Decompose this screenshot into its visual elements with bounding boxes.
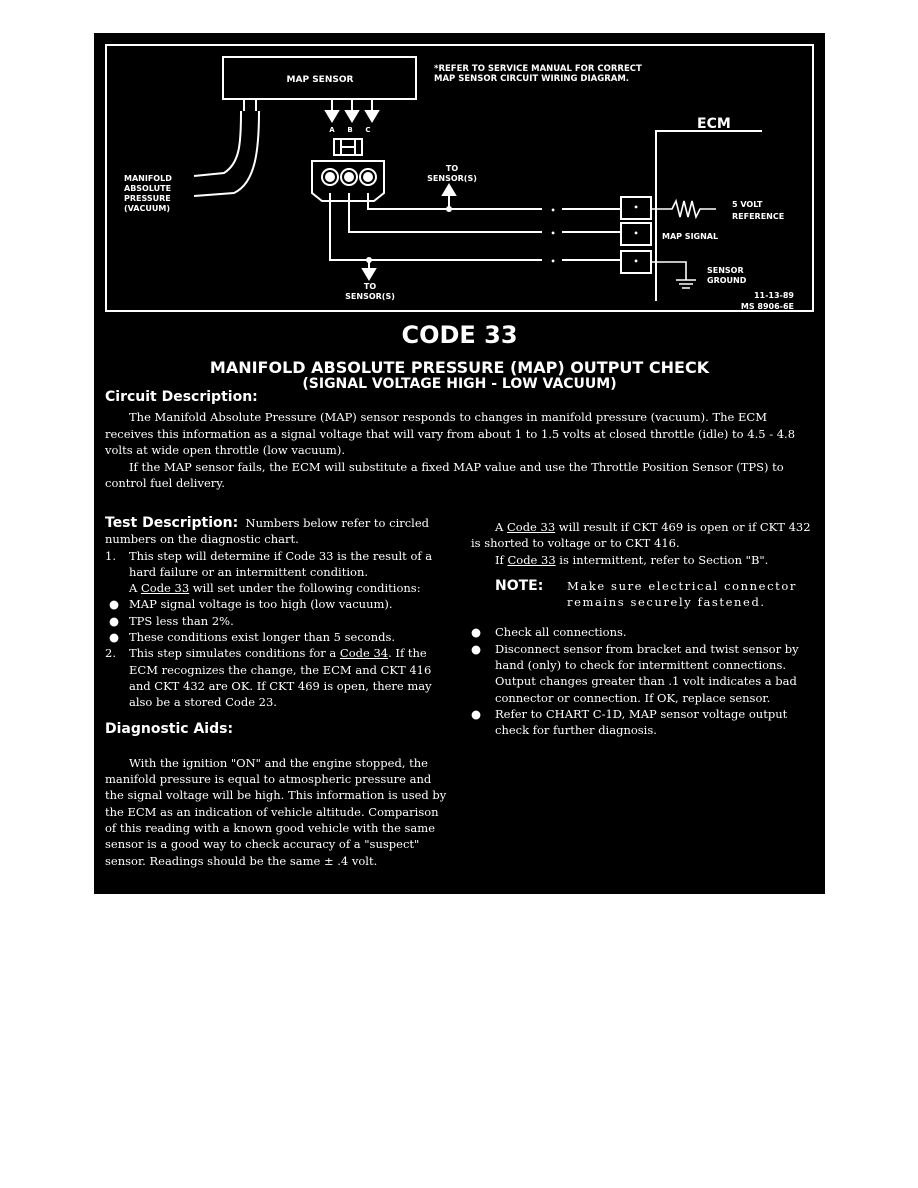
diagnostic-aids-heading: Diagnostic Aids: bbox=[105, 720, 234, 737]
vacuum-hose-line1 bbox=[194, 111, 241, 176]
condition-item: ● MAP signal voltage is too high (low vacuum). bbox=[109, 597, 393, 612]
right-column bbox=[471, 519, 813, 739]
test-intro: Numbers below refer to circled numbers on the diagnostic chart. bbox=[105, 516, 430, 547]
code-33-link: Code 33 bbox=[507, 552, 556, 567]
manifold-label-2: ABSOLUTE bbox=[124, 184, 172, 193]
pin-arrows bbox=[326, 99, 378, 121]
check-item: ● Disconnect sensor from bracket and twist sensor by hand (only) to check for intermittent connections. Output changes greater than .1 volt indicates a bad connector or connection. If OK, replace sensor. bbox=[471, 641, 799, 705]
step-number: 2. bbox=[105, 646, 116, 661]
check-subtitle: (SIGNAL VOLTAGE HIGH - LOW VACUUM) bbox=[302, 376, 617, 392]
map-sensor-label: MAP SENSOR bbox=[286, 75, 354, 85]
pin-label-a: A bbox=[329, 126, 335, 134]
terminal-dot-1: • bbox=[633, 203, 639, 212]
hose-nipple bbox=[244, 99, 256, 111]
ground-symbol bbox=[651, 262, 696, 288]
diagram-date: 11-13-89 bbox=[753, 291, 794, 300]
code-34-link: Code 34 bbox=[339, 646, 389, 661]
five-volt-2: REFERENCE bbox=[732, 212, 785, 221]
step-text: This step will determine if Code 33 is the result of a hard failure or an intermittent condition. bbox=[129, 548, 433, 579]
break-mark-3: • bbox=[550, 257, 556, 266]
manifold-label-3: PRESSURE bbox=[124, 194, 171, 203]
step-number: 1. bbox=[105, 548, 116, 563]
circuit-description bbox=[105, 409, 813, 492]
intermittent-text: If Code 33 is intermittent, refer to Section "B". bbox=[495, 552, 769, 567]
splice-dot-bottom bbox=[366, 257, 372, 263]
refer-note-line2: MAP SENSOR CIRCUIT WIRING DIAGRAM. bbox=[434, 74, 630, 84]
test-step-2 bbox=[105, 645, 447, 710]
test-description-heading: Test Description: bbox=[105, 515, 239, 531]
circuit-paragraph-1: The Manifold Absolute Pressure (MAP) sensor responds to changes in manifold pressure (vacuum). The ECM receives this information as a signal voltage that will vary from about 1 to 1.5 volts at closed throttle (idle) to 4.5 - 4.8 volts at wide open throttle (low vacuum). bbox=[105, 410, 796, 457]
terminal-dot-3: • bbox=[633, 257, 639, 266]
diagnostic-aids-text: With the ignition "ON" and the engine stopped, the manifold pressure is equal to atmospheric pressure and the signal voltage will be high. This information is used by the ECM as an indication of vehicle altitude. Comparison of this reading with a known good vehicle with the same sensor is a good way to check accuracy of a "suspect" sensor. Readings should be the same ± .4 volt. bbox=[105, 755, 447, 868]
test-step-1 bbox=[105, 548, 447, 581]
refer-note-line1: *REFER TO SERVICE MANUAL FOR CORRECT bbox=[434, 64, 642, 74]
to-sensor-top-1: TO bbox=[445, 164, 459, 173]
left-column bbox=[105, 515, 447, 869]
step-text: This step simulates conditions for a Code 34. If the ECM recognizes the change, the ECM and CKT 416 and CKT 432 are OK. If CKT 469 is open, there may also be a stored Code 23. bbox=[129, 646, 432, 710]
sensor-ground-1: SENSOR bbox=[707, 266, 744, 275]
terminal-dot-2: • bbox=[633, 229, 639, 238]
pin-label-c: C bbox=[365, 126, 371, 134]
break-mark-1: • bbox=[550, 206, 556, 215]
manual-page bbox=[94, 33, 825, 894]
code-33-link: Code 33 bbox=[140, 581, 190, 596]
sensor-connector bbox=[312, 139, 384, 201]
manifold-label-1: MANIFOLD bbox=[124, 174, 172, 183]
circuit-paragraph-2: If the MAP sensor fails, the ECM will substitute a fixed MAP value and use the Throttle Position Sensor (TPS) to control fuel delivery. bbox=[105, 459, 784, 490]
to-sensor-top-2: SENSOR(S) bbox=[427, 174, 477, 183]
to-sensor-bottom-2: SENSOR(S) bbox=[345, 292, 395, 301]
code33-result-text: A Code 33 will result if CKT 469 is open or if CKT 432 is shorted to voltage or to CKT 416. bbox=[471, 520, 811, 551]
check-item: ● Refer to CHART C-1D, MAP sensor voltage output check for further diagnosis. bbox=[471, 706, 788, 738]
break-mark-2: • bbox=[550, 229, 556, 238]
condition-item: ● These conditions exist longer than 5 seconds. bbox=[109, 630, 396, 645]
five-volt-1: 5 VOLT bbox=[732, 200, 763, 209]
circuit-description-heading: Circuit Description: bbox=[105, 389, 258, 405]
condition-item: ● TPS less than 2%. bbox=[109, 613, 234, 628]
code-title: CODE 33 bbox=[401, 321, 518, 349]
map-signal-label: MAP SIGNAL bbox=[662, 232, 719, 241]
check-title: MANIFOLD ABSOLUTE PRESSURE (MAP) OUTPUT CHECK bbox=[209, 358, 710, 377]
code-33-link: Code 33 bbox=[506, 520, 556, 534]
diagram-id: MS 8906-6E bbox=[740, 302, 794, 311]
circuit-wires bbox=[330, 185, 621, 279]
check-item: ● Check all connections. bbox=[471, 625, 627, 640]
to-sensor-bottom-1: TO bbox=[363, 282, 377, 291]
pin-label-b: B bbox=[347, 126, 353, 134]
vacuum-hose-line2 bbox=[194, 111, 259, 196]
map-sensor-wiring-diagram bbox=[94, 33, 825, 315]
resistor-symbol bbox=[651, 201, 716, 217]
note-box bbox=[471, 578, 813, 611]
splice-dot-top bbox=[446, 206, 452, 212]
note-label: NOTE: bbox=[495, 577, 544, 594]
sensor-ground-2: GROUND bbox=[707, 276, 747, 285]
ecm-label: ECM bbox=[697, 116, 731, 132]
manifold-label-4: (VACUUM) bbox=[124, 204, 170, 213]
conditions-intro: A Code 33 will set under the following conditions: bbox=[129, 581, 421, 596]
note-text: Make sure electrical connector remains securely fastened. bbox=[567, 578, 797, 610]
